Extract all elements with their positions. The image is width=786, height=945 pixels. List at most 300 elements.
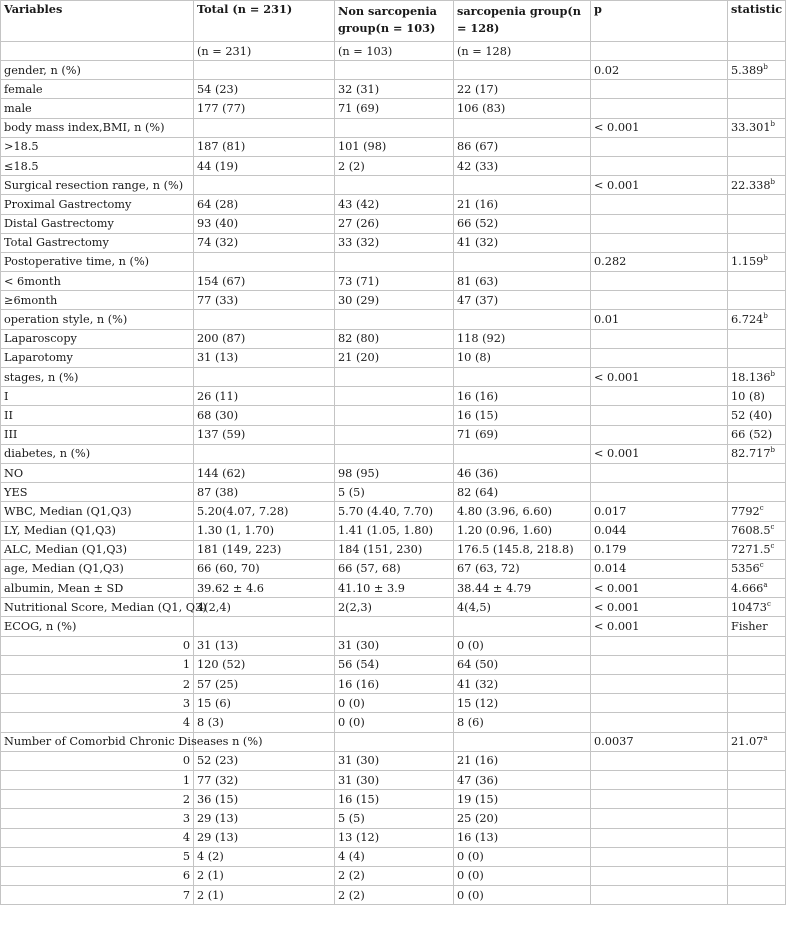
cell-statistic — [728, 828, 786, 847]
table-row — [1, 463, 786, 482]
cell-p — [591, 348, 728, 367]
cell-statistic — [728, 368, 786, 387]
table-row — [1, 866, 786, 885]
cell-p: 0.044 — [591, 521, 728, 540]
cell-p: 0.02 — [591, 61, 728, 80]
cell-non-sarcopenia: 31 (30) — [335, 770, 454, 789]
cell-non-sarcopenia: 27 (26) — [335, 214, 454, 233]
footnote-marker: c — [759, 561, 764, 570]
header-non-sarcopenia: Non sarcopenia group(n = 103) — [335, 1, 454, 42]
cell-sarcopenia: 42 (33) — [454, 156, 591, 175]
footnote-marker: b — [763, 312, 768, 321]
cell-statistic — [728, 310, 786, 329]
cell-statistic — [728, 406, 786, 425]
table-row — [1, 790, 786, 809]
cell-variable: 3 — [1, 694, 194, 713]
header-subrow — [1, 42, 786, 61]
cell-p — [591, 675, 728, 694]
cell-variable: female — [1, 80, 194, 99]
footnote-marker: c — [766, 600, 771, 609]
table-row — [1, 233, 786, 252]
cell-statistic — [728, 214, 786, 233]
cell-statistic — [728, 272, 786, 291]
cell-sarcopenia: 106 (83) — [454, 99, 591, 118]
footnote-marker: c — [770, 523, 775, 532]
cell-variable: 3 — [1, 809, 194, 828]
cell-total: 64 (28) — [194, 195, 335, 214]
cell-statistic — [728, 463, 786, 482]
cell-statistic — [728, 502, 786, 521]
cell-statistic — [728, 348, 786, 367]
cell-statistic — [728, 521, 786, 540]
cell-statistic — [728, 291, 786, 310]
cell-total — [194, 368, 335, 387]
cell-p — [591, 790, 728, 809]
cell-variable: operation style, n (%) — [1, 310, 194, 329]
cell-variable: ECOG, n (%) — [1, 617, 194, 636]
cell-statistic — [728, 540, 786, 559]
cell-statistic — [728, 636, 786, 655]
cell-sarcopenia: 41 (32) — [454, 233, 591, 252]
cell-p: < 0.001 — [591, 176, 728, 195]
cell-non-sarcopenia — [335, 310, 454, 329]
cell-variable: 2 — [1, 675, 194, 694]
cell-variable: 1 — [1, 655, 194, 674]
table-row — [1, 713, 786, 732]
statistic-value: Fisher — [731, 620, 768, 634]
cell-p — [591, 713, 728, 732]
cell-p — [591, 770, 728, 789]
cell-sarcopenia: 86 (67) — [454, 137, 591, 156]
cell-sarcopenia: 46 (36) — [454, 463, 591, 482]
cell-variable: Proximal Gastrectomy — [1, 195, 194, 214]
cell-non-sarcopenia: 21 (20) — [335, 348, 454, 367]
cell-p — [591, 847, 728, 866]
statistic-value: 6.724 — [731, 313, 764, 327]
cell-non-sarcopenia: 31 (30) — [335, 751, 454, 770]
cell-p: < 0.001 — [591, 444, 728, 463]
cell-variable: I — [1, 387, 194, 406]
cell-statistic — [728, 425, 786, 444]
cell-non-sarcopenia — [335, 176, 454, 195]
cell-statistic — [728, 80, 786, 99]
cell-total: 120 (52) — [194, 655, 335, 674]
cell-variable: LY, Median (Q1,Q3) — [1, 521, 194, 540]
cell-statistic — [728, 579, 786, 598]
table-row — [1, 559, 786, 578]
cell-non-sarcopenia: 1.41 (1.05, 1.80) — [335, 521, 454, 540]
cell-statistic — [728, 886, 786, 905]
cell-sarcopenia: 47 (37) — [454, 291, 591, 310]
cell-total: 2 (1) — [194, 866, 335, 885]
cell-sarcopenia: 21 (16) — [454, 195, 591, 214]
footnote-marker: b — [770, 369, 776, 378]
footnote-marker: c — [770, 542, 775, 551]
cell-statistic — [728, 655, 786, 674]
cell-sarcopenia — [454, 732, 591, 751]
cell-total: 8 (3) — [194, 713, 335, 732]
cell-sarcopenia: 4(4,5) — [454, 598, 591, 617]
cell-total: 15 (6) — [194, 694, 335, 713]
cell-sarcopenia: 0 (0) — [454, 636, 591, 655]
cell-total: 31 (13) — [194, 348, 335, 367]
table-row — [1, 579, 786, 598]
cell-non-sarcopenia — [335, 368, 454, 387]
table-row — [1, 655, 786, 674]
header-sarcopenia: sarcopenia group(n = 128) — [454, 1, 591, 42]
cell-p — [591, 233, 728, 252]
table-row — [1, 502, 786, 521]
cell-non-sarcopenia — [335, 617, 454, 636]
cell-p: < 0.001 — [591, 598, 728, 617]
cell-total: 57 (25) — [194, 675, 335, 694]
cell-p: 0.01 — [591, 310, 728, 329]
cell-statistic — [728, 137, 786, 156]
cell-total: 77 (32) — [194, 770, 335, 789]
cell-p — [591, 483, 728, 502]
cell-total: 54 (23) — [194, 80, 335, 99]
cell-statistic — [728, 559, 786, 578]
subheader-empty — [1, 42, 194, 61]
cell-sarcopenia: 10 (8) — [454, 348, 591, 367]
cell-non-sarcopenia: 73 (71) — [335, 272, 454, 291]
cell-total: 29 (13) — [194, 828, 335, 847]
table-row — [1, 598, 786, 617]
table-row — [1, 483, 786, 502]
statistic-value: 1.159 — [731, 255, 764, 269]
footnote-marker: c — [759, 504, 764, 513]
cell-total — [194, 617, 335, 636]
table-row — [1, 675, 786, 694]
cell-total: 44 (19) — [194, 156, 335, 175]
footnote-marker: b — [763, 254, 768, 263]
cell-non-sarcopenia: 5.70 (4.40, 7.70) — [335, 502, 454, 521]
table-row — [1, 214, 786, 233]
table-row — [1, 387, 786, 406]
cell-sarcopenia: 25 (20) — [454, 809, 591, 828]
table-row — [1, 118, 786, 137]
cell-non-sarcopenia: 32 (31) — [335, 80, 454, 99]
footnote-marker: a — [763, 580, 768, 589]
cell-non-sarcopenia — [335, 118, 454, 137]
cell-variable: diabetes, n (%) — [1, 444, 194, 463]
subheader-p-empty — [591, 42, 728, 61]
cell-sarcopenia — [454, 252, 591, 271]
cell-total: 77 (33) — [194, 291, 335, 310]
table-row — [1, 636, 786, 655]
footnote-marker: a — [763, 734, 768, 743]
cell-total: 26 (11) — [194, 387, 335, 406]
cell-variable: 7 — [1, 886, 194, 905]
cell-statistic — [728, 195, 786, 214]
statistic-value: 4.666 — [731, 581, 764, 595]
cell-sarcopenia: 1.20 (0.96, 1.60) — [454, 521, 591, 540]
cell-sarcopenia — [454, 118, 591, 137]
statistic-value: 5356 — [731, 562, 760, 576]
cell-variable: 5 — [1, 847, 194, 866]
cell-non-sarcopenia: 184 (151, 230) — [335, 540, 454, 559]
cell-p — [591, 886, 728, 905]
cell-total: 36 (15) — [194, 790, 335, 809]
cell-sarcopenia: 118 (92) — [454, 329, 591, 348]
table-row — [1, 444, 786, 463]
cell-non-sarcopenia: 33 (32) — [335, 233, 454, 252]
cell-non-sarcopenia — [335, 252, 454, 271]
statistic-value: 7271.5 — [731, 543, 771, 557]
cell-non-sarcopenia — [335, 387, 454, 406]
cell-statistic — [728, 694, 786, 713]
table-row — [1, 809, 786, 828]
cell-variable: < 6month — [1, 272, 194, 291]
cell-p: < 0.001 — [591, 579, 728, 598]
cell-statistic — [728, 387, 786, 406]
cell-total: 93 (40) — [194, 214, 335, 233]
statistic-value: 21.07 — [731, 735, 764, 749]
cell-statistic — [728, 233, 786, 252]
table-row — [1, 847, 786, 866]
cell-sarcopenia — [454, 61, 591, 80]
cell-variable: 1 — [1, 770, 194, 789]
cell-variable: >18.5 — [1, 137, 194, 156]
cell-variable: 0 — [1, 751, 194, 770]
cell-non-sarcopenia: 101 (98) — [335, 137, 454, 156]
cell-variable: Nutritional Score, Median (Q1, Q3) — [1, 598, 194, 617]
cell-sarcopenia: 67 (63, 72) — [454, 559, 591, 578]
cell-p — [591, 809, 728, 828]
table-row — [1, 176, 786, 195]
cell-variable: WBC, Median (Q1,Q3) — [1, 502, 194, 521]
statistic-value: 5.389 — [731, 63, 764, 77]
cell-total: 66 (60, 70) — [194, 559, 335, 578]
cell-non-sarcopenia: 5 (5) — [335, 483, 454, 502]
cell-variable: 0 — [1, 636, 194, 655]
cell-variable: Postoperative time, n (%) — [1, 252, 194, 271]
subheader-non-sarcopenia: (n = 103) — [335, 42, 454, 61]
table-row — [1, 425, 786, 444]
cell-total: 200 (87) — [194, 329, 335, 348]
cell-total — [194, 252, 335, 271]
cell-non-sarcopenia — [335, 732, 454, 751]
cell-statistic — [728, 598, 786, 617]
statistic-value: 10 (8) — [731, 389, 765, 403]
cell-variable: age, Median (Q1,Q3) — [1, 559, 194, 578]
table-row — [1, 99, 786, 118]
table-row — [1, 195, 786, 214]
table-body — [1, 61, 786, 905]
cell-p: 0.014 — [591, 559, 728, 578]
cell-sarcopenia: 176.5 (145.8, 218.8) — [454, 540, 591, 559]
cell-sarcopenia: 64 (50) — [454, 655, 591, 674]
statistic-value: 66 (52) — [731, 428, 773, 442]
cell-total: 2 (1) — [194, 886, 335, 905]
cell-variable: ALC, Median (Q1,Q3) — [1, 540, 194, 559]
cell-non-sarcopenia: 2 (2) — [335, 866, 454, 885]
cell-sarcopenia: 4.80 (3.96, 6.60) — [454, 502, 591, 521]
cell-statistic — [728, 483, 786, 502]
cell-total — [194, 444, 335, 463]
cell-sarcopenia: 15 (12) — [454, 694, 591, 713]
cell-total: 68 (30) — [194, 406, 335, 425]
cell-non-sarcopenia: 0 (0) — [335, 694, 454, 713]
cell-sarcopenia — [454, 617, 591, 636]
table-row — [1, 540, 786, 559]
cell-p — [591, 866, 728, 885]
cell-non-sarcopenia — [335, 406, 454, 425]
cell-non-sarcopenia: 56 (54) — [335, 655, 454, 674]
cell-non-sarcopenia: 2(2,3) — [335, 598, 454, 617]
cell-non-sarcopenia: 31 (30) — [335, 636, 454, 655]
cell-statistic — [728, 751, 786, 770]
cell-total: 154 (67) — [194, 272, 335, 291]
cell-p: < 0.001 — [591, 118, 728, 137]
cell-sarcopenia: 81 (63) — [454, 272, 591, 291]
cell-sarcopenia: 16 (16) — [454, 387, 591, 406]
table-row — [1, 329, 786, 348]
cell-p: < 0.001 — [591, 617, 728, 636]
cell-sarcopenia — [454, 176, 591, 195]
subheader-stat-empty — [728, 42, 786, 61]
cell-statistic — [728, 329, 786, 348]
header-statistic: statistic — [728, 1, 786, 42]
cell-variable: ≥6month — [1, 291, 194, 310]
cell-total: 52 (23) — [194, 751, 335, 770]
cell-p — [591, 425, 728, 444]
cell-non-sarcopenia: 13 (12) — [335, 828, 454, 847]
cell-sarcopenia — [454, 444, 591, 463]
cell-statistic — [728, 99, 786, 118]
cell-p — [591, 387, 728, 406]
cell-sarcopenia: 41 (32) — [454, 675, 591, 694]
cell-p — [591, 694, 728, 713]
cell-statistic — [728, 675, 786, 694]
footnote-marker: b — [770, 177, 776, 186]
table-row — [1, 617, 786, 636]
subheader-sarcopenia: (n = 128) — [454, 42, 591, 61]
cell-total: 4(2,4) — [194, 598, 335, 617]
cell-non-sarcopenia: 5 (5) — [335, 809, 454, 828]
cell-sarcopenia — [454, 310, 591, 329]
cell-non-sarcopenia: 2 (2) — [335, 886, 454, 905]
table-row — [1, 61, 786, 80]
cell-sarcopenia: 82 (64) — [454, 483, 591, 502]
table-row — [1, 291, 786, 310]
cell-total: 187 (81) — [194, 137, 335, 156]
cell-variable: Laparoscopy — [1, 329, 194, 348]
cell-sarcopenia: 0 (0) — [454, 866, 591, 885]
cell-p — [591, 272, 728, 291]
cell-sarcopenia: 16 (13) — [454, 828, 591, 847]
cell-p — [591, 156, 728, 175]
cell-statistic — [728, 617, 786, 636]
header-variables: Variables — [1, 1, 194, 42]
cell-sarcopenia: 47 (36) — [454, 770, 591, 789]
footnote-marker: b — [763, 62, 768, 71]
cell-p — [591, 828, 728, 847]
table-row — [1, 272, 786, 291]
cell-total: 29 (13) — [194, 809, 335, 828]
statistic-value: 22.338 — [731, 178, 771, 192]
table-row — [1, 368, 786, 387]
cell-sarcopenia: 22 (17) — [454, 80, 591, 99]
cell-non-sarcopenia: 0 (0) — [335, 713, 454, 732]
cell-total: 177 (77) — [194, 99, 335, 118]
cell-statistic — [728, 809, 786, 828]
cell-variable: stages, n (%) — [1, 368, 194, 387]
statistic-value: 33.301 — [731, 121, 771, 135]
cell-sarcopenia: 0 (0) — [454, 847, 591, 866]
statistic-value: 10473 — [731, 600, 767, 614]
cell-sarcopenia: 19 (15) — [454, 790, 591, 809]
cell-statistic — [728, 176, 786, 195]
cell-statistic — [728, 770, 786, 789]
cell-variable: Number of Comorbid Chronic Diseases n (%) — [1, 732, 194, 751]
cell-p — [591, 636, 728, 655]
table-row — [1, 770, 786, 789]
cell-non-sarcopenia: 30 (29) — [335, 291, 454, 310]
cell-statistic — [728, 118, 786, 137]
table-row — [1, 886, 786, 905]
table-row — [1, 694, 786, 713]
cell-sarcopenia: 66 (52) — [454, 214, 591, 233]
cell-p — [591, 80, 728, 99]
table-row — [1, 732, 786, 751]
statistic-value: 52 (40) — [731, 408, 773, 422]
cell-non-sarcopenia: 16 (16) — [335, 675, 454, 694]
cell-p — [591, 99, 728, 118]
cell-variable: Distal Gastrectomy — [1, 214, 194, 233]
cell-p — [591, 195, 728, 214]
cell-sarcopenia: 38.44 ± 4.79 — [454, 579, 591, 598]
statistic-value: 7792 — [731, 504, 760, 518]
cell-p — [591, 655, 728, 674]
cell-total: 1.30 (1, 1.70) — [194, 521, 335, 540]
table-row — [1, 137, 786, 156]
cell-non-sarcopenia: 82 (80) — [335, 329, 454, 348]
cell-variable: albumin, Mean ± SD — [1, 579, 194, 598]
table-row — [1, 406, 786, 425]
cell-variable: III — [1, 425, 194, 444]
cell-total: 87 (38) — [194, 483, 335, 502]
cell-statistic — [728, 444, 786, 463]
cell-p — [591, 291, 728, 310]
cell-variable: YES — [1, 483, 194, 502]
cell-non-sarcopenia: 66 (57, 68) — [335, 559, 454, 578]
cell-variable: Surgical resection range, n (%) — [1, 176, 194, 195]
cell-non-sarcopenia: 98 (95) — [335, 463, 454, 482]
cell-non-sarcopenia — [335, 444, 454, 463]
cell-total: 74 (32) — [194, 233, 335, 252]
cell-sarcopenia: 0 (0) — [454, 886, 591, 905]
cell-sarcopenia — [454, 368, 591, 387]
cell-sarcopenia: 71 (69) — [454, 425, 591, 444]
table-row — [1, 252, 786, 271]
cell-statistic — [728, 713, 786, 732]
cell-variable: ≤18.5 — [1, 156, 194, 175]
cell-p — [591, 751, 728, 770]
table-row — [1, 751, 786, 770]
cell-total: 181 (149, 223) — [194, 540, 335, 559]
cell-non-sarcopenia: 16 (15) — [335, 790, 454, 809]
cell-p — [591, 406, 728, 425]
cell-total: 144 (62) — [194, 463, 335, 482]
header-row — [1, 1, 786, 42]
subheader-total: (n = 231) — [194, 42, 335, 61]
cell-p: 0.0037 — [591, 732, 728, 751]
cell-total: 137 (59) — [194, 425, 335, 444]
cell-total — [194, 118, 335, 137]
cell-p — [591, 214, 728, 233]
cell-statistic — [728, 847, 786, 866]
